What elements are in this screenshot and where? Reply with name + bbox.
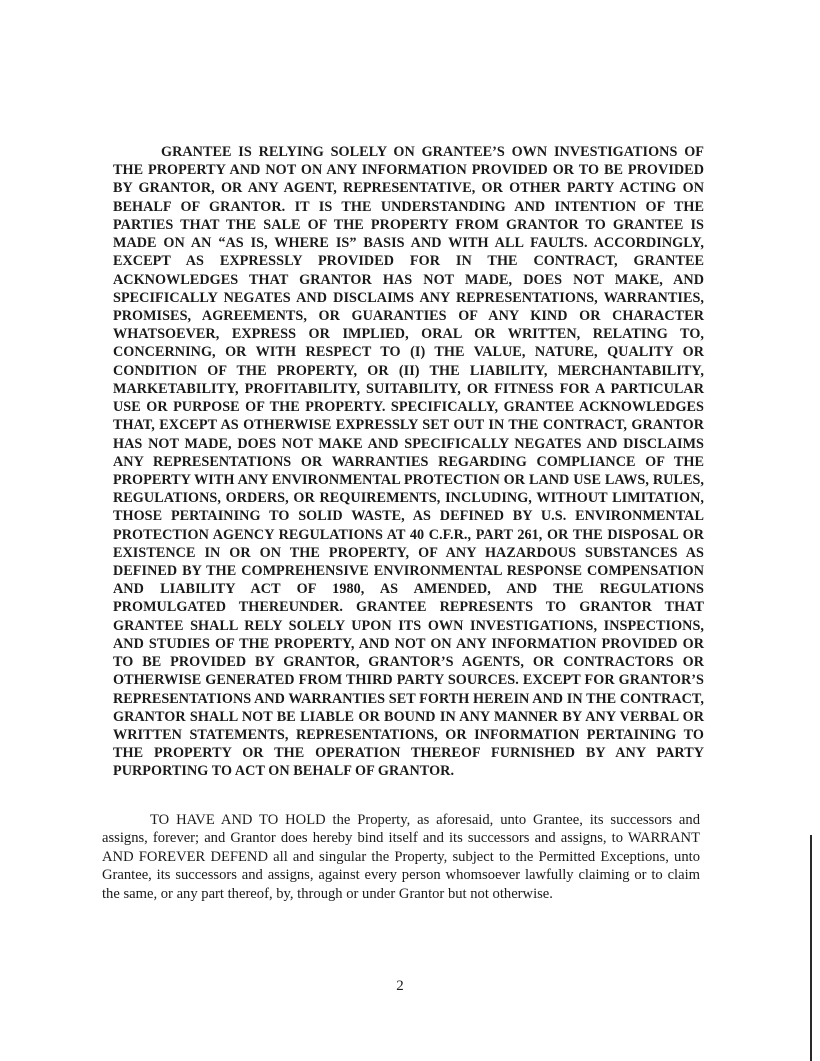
disclaimer-paragraph: GRANTEE IS RELYING SOLELY ON GRANTEE’S OWN INVESTIGATIONS OF THE PROPERTY AND NOT ON ANY INFORMATION PROVIDED OR TO BE PROVIDED BY GRANTOR, OR ANY AGENT, REPRESENTATIVE, OR OTHER PARTY ACTING ON BEHALF OF GRANTOR. IT IS THE UNDERSTANDING AND INTENTION OF THE PARTIES THAT THE SALE OF THE PROPERTY FROM GRANTOR TO GRANTEE IS MADE ON AN “AS IS, WHERE IS” BASIS AND WITH ALL FAULTS. ACCORDINGLY, EXCEPT AS EXPRESSLY PROVIDED FOR IN THE CONTRACT, GRANTEE ACKNOWLEDGES THAT GRANTOR HAS NOT MADE, DOES NOT MAKE, AND SPECIFICALLY NEGATES AND DISCLAIMS ANY REPRESENTATIONS, WARRANTIES, PROMISES, AGREEMENTS, OR GUARANTIES OF ANY KIND OR CHARACTER WHATSOEVER, EXPRESS OR IMPLIED, ORAL OR WRITTEN, RELATING TO, CONCERNING, OR WITH RESPECT TO (I) THE VALUE, NATURE, QUALITY OR CONDITION OF THE PROPERTY, OR (II) THE LIABILITY, MERCHANTABILITY, MARKETABILITY, PROFITABILITY, SUITABILITY, OR FITNESS FOR A PARTICULAR USE OR PURPOSE OF THE PROPERTY. SPECIFICALLY, GRANTEE ACKNOWLEDGES THAT, EXCEPT AS OTHERWISE EXPRESSLY SET OUT IN THE CONTRACT, GRANTOR HAS NOT MADE, DOES NOT MAKE AND SPECIFICALLY NEGATES AND DISCLAIMS ANY REPRESENTATIONS OR WARRANTIES REGARDING COMPLIANCE OF THE PROPERTY WITH ANY ENVIRONMENTAL PROTECTION OR LAND USE LAWS, RULES, REGULATIONS, ORDERS, OR REQUIREMENTS, INCLUDING, WITHOUT LIMITATION, THOSE PERTAINING TO SOLID WASTE, AS DEFINED BY U.S. ENVIRONMENTAL PROTECTION AGENCY REGULATIONS AT 40 C.F.R., PART 261, OR THE DISPOSAL OR EXISTENCE IN OR ON THE PROPERTY, OF ANY HAZARDOUS SUBSTANCES AS DEFINED BY THE COMPREHENSIVE ENVIRONMENTAL RESPONSE COMPENSATION AND LIABILITY ACT OF 1980, AS AMENDED, AND THE REGULATIONS PROMULGATED THEREUNDER. GRANTEE REPRESENTS TO GRANTOR THAT GRANTEE SHALL RELY SOLELY UPON ITS OWN INVESTIGATIONS, INSPECTIONS, AND STUDIES OF THE PROPERTY, AND NOT ON ANY INFORMATION PROVIDED OR TO BE PROVIDED BY GRANTOR, GRANTOR’S AGENTS, OR CONTRACTORS OR OTHERWISE GENERATED FROM THIRD PARTY SOURCES. EXCEPT FOR GRANTOR’S REPRESENTATIONS AND WARRANTIES SET FORTH HEREIN AND IN THE CONTRACT, GRANTOR SHALL NOT BE LIABLE OR BOUND IN ANY MANNER BY ANY VERBAL OR WRITTEN STATEMENTS, REPRESENTATIONS, OR INFORMATION PERTAINING TO THE PROPERTY OR THE OPERATION THEREOF FURNISHED BY ANY PARTY PURPORTING TO ACT ON BEHALF OF GRANTOR. <box>113 144 704 780</box>
scan-edge-line <box>810 835 812 1061</box>
page-number: 2 <box>396 978 404 994</box>
habendum-paragraph: TO HAVE AND TO HOLD the Property, as aforesaid, unto Grantee, its successors and assigns, forever; and Grantor does hereby bind itself and its successors and assigns, to WARRANT AND FOREVER DEFEND all and singular the Property, subject to the Permitted Exceptions, unto Grantee, its successors and assigns, against every person whomsoever lawfully claiming or to claim the same, or any part thereof, by, through or under Grantor but not otherwise. <box>102 812 700 902</box>
